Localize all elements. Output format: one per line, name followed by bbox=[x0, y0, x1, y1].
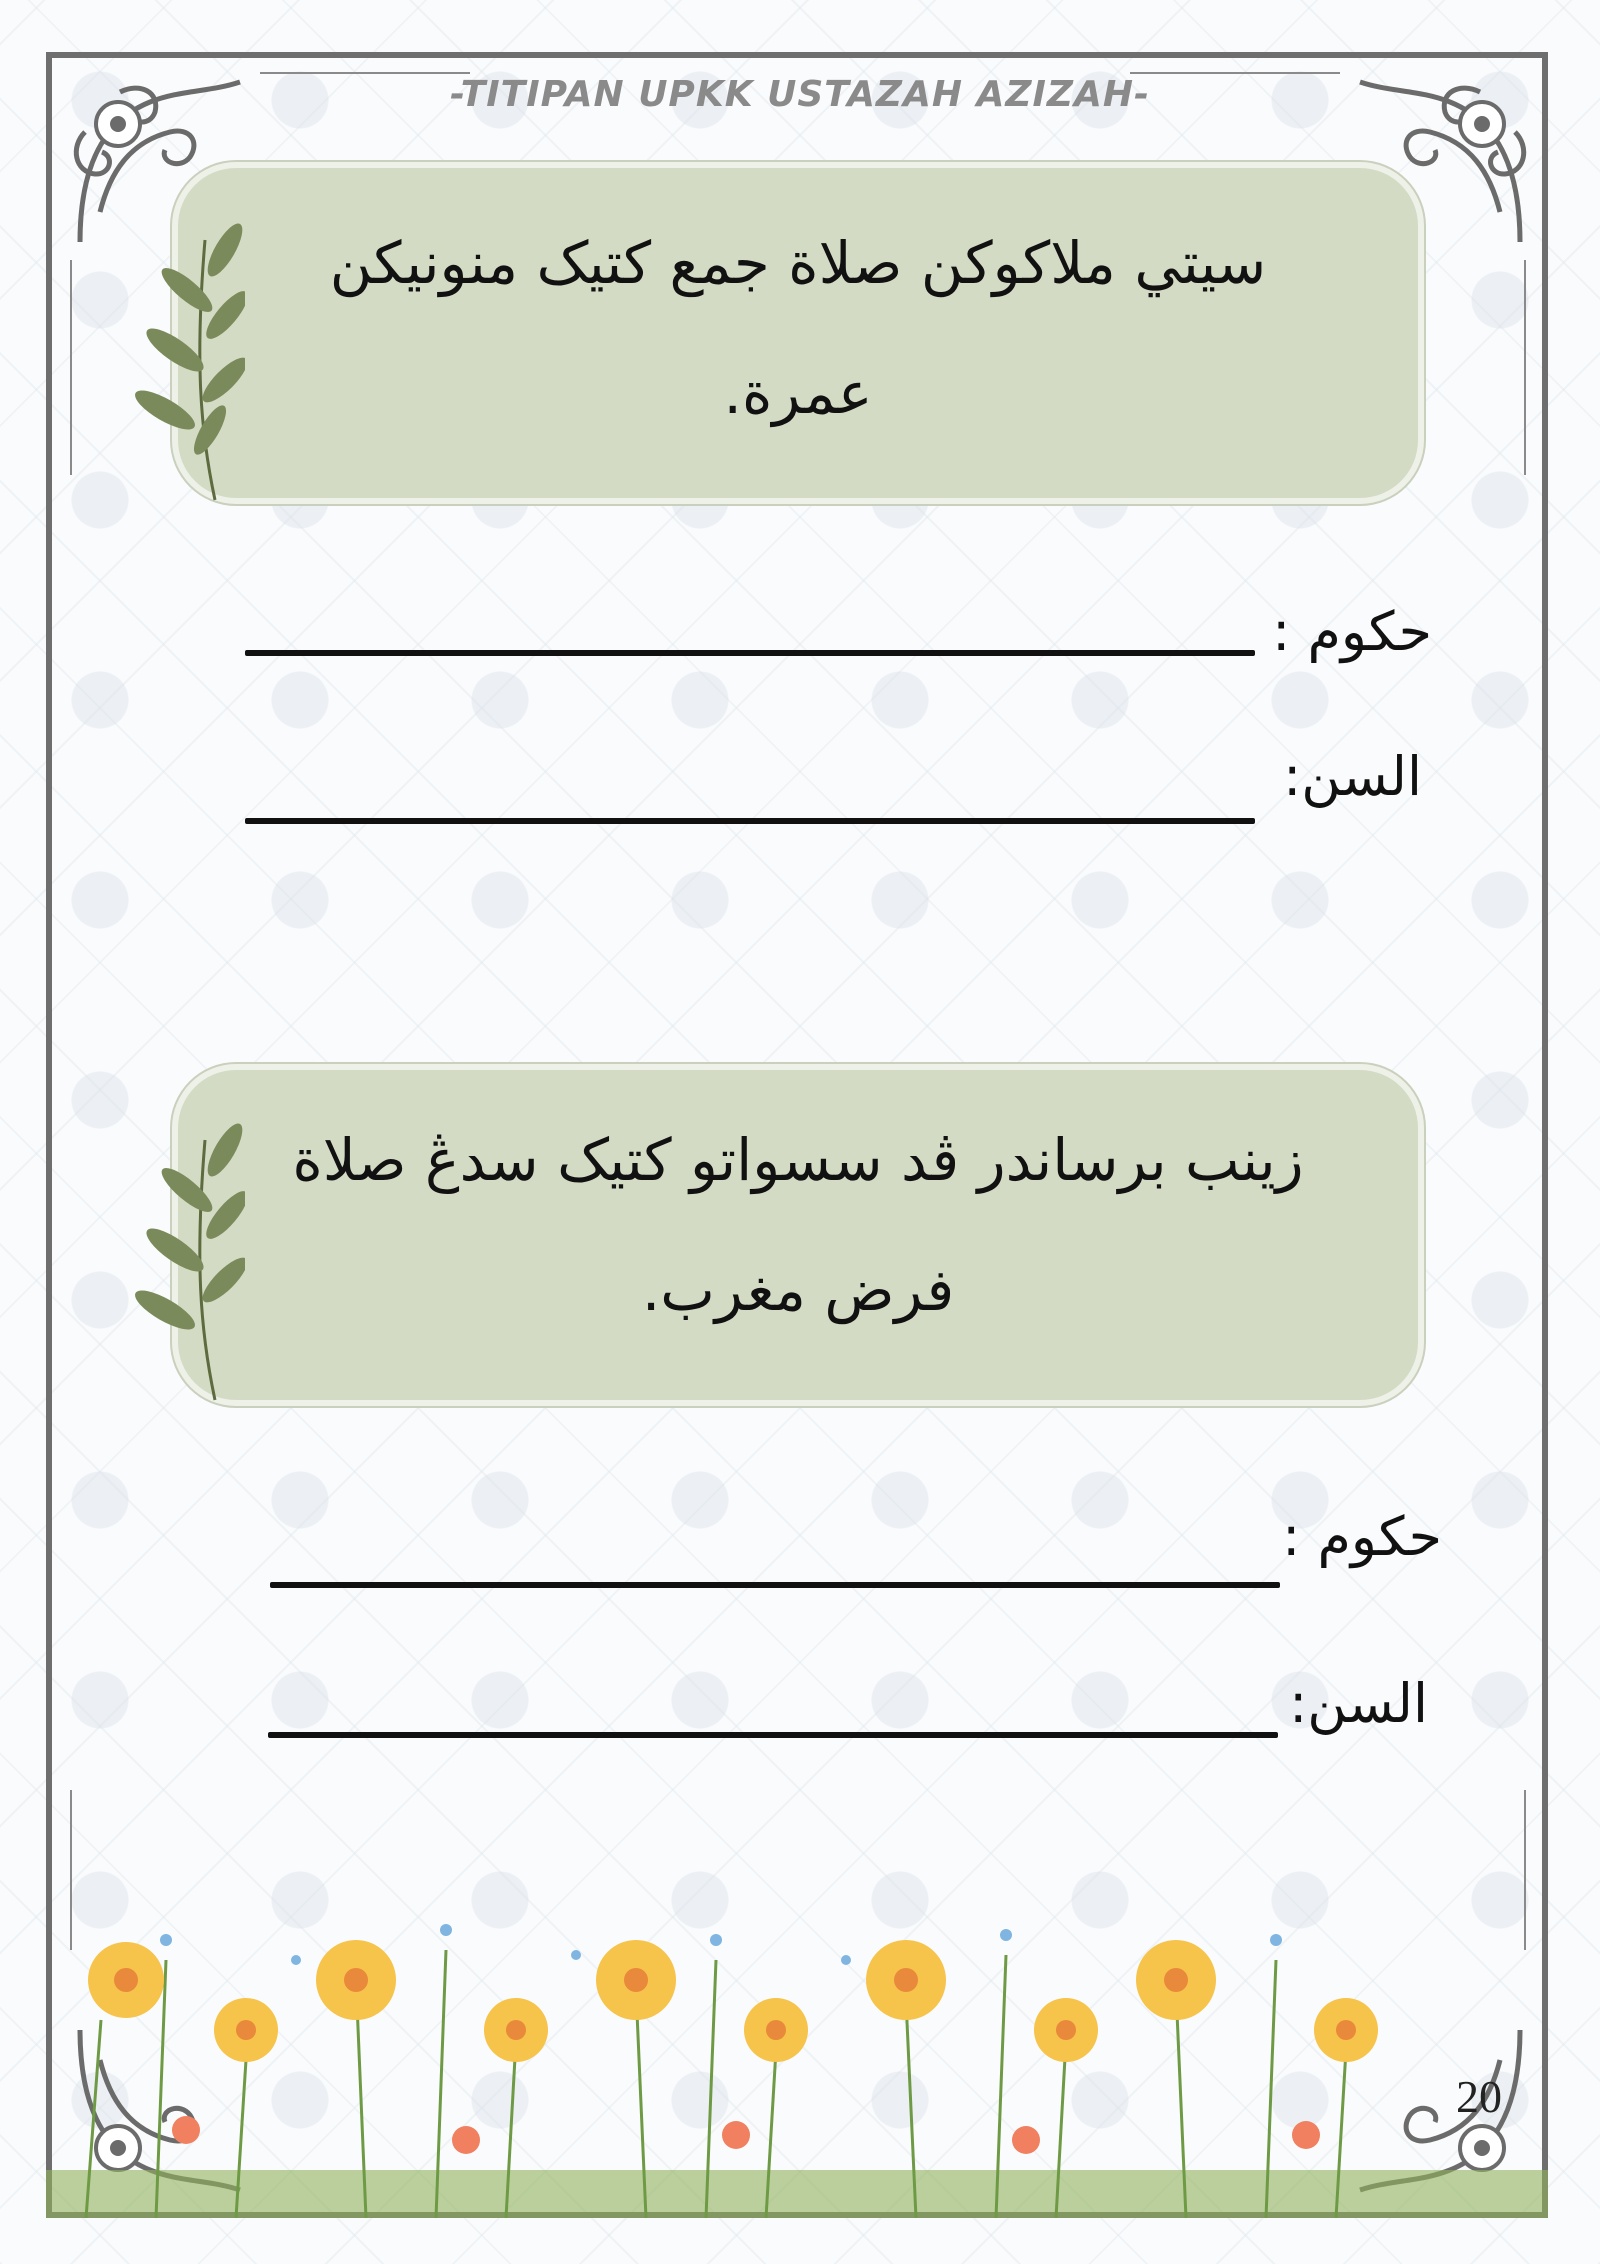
hukum-label-2: حکوم : bbox=[1282, 1505, 1442, 1568]
page-number: 20 bbox=[1456, 2071, 1502, 2122]
sunnah-label-2: السن: bbox=[1289, 1672, 1428, 1735]
question-card-2 bbox=[178, 1070, 1418, 1400]
question-1-line-2: عمرة. bbox=[723, 359, 873, 427]
hukum-answer-line-1[interactable] bbox=[245, 650, 1255, 656]
question-1-line-1: سيتي ملاكوكن صلاة جمع كتيک منونيکن bbox=[329, 229, 1267, 297]
header-title: -TITIPAN UPKK USTAZAH AZIZAH- bbox=[450, 74, 1150, 115]
hukum-answer-line-2[interactable] bbox=[270, 1582, 1280, 1588]
question-card-1 bbox=[178, 168, 1418, 498]
leaf-sprig-icon bbox=[105, 220, 245, 510]
flower-border-icon bbox=[46, 1900, 1548, 2218]
question-2-line-2: فرض مغرب. bbox=[641, 1256, 955, 1324]
sunnah-label-1: السن: bbox=[1283, 745, 1422, 808]
leaf-sprig-icon bbox=[105, 1120, 245, 1410]
sunnah-answer-line-1[interactable] bbox=[245, 818, 1255, 824]
frame-inner-line-left-top bbox=[70, 260, 72, 475]
question-2-line-1: زينب برساندر ڤد سسواتو کتيک سدڠ صلاة bbox=[292, 1126, 1304, 1194]
sunnah-answer-line-2[interactable] bbox=[268, 1732, 1278, 1738]
hukum-label-1: حکوم : bbox=[1272, 600, 1432, 663]
frame-inner-line-right-top bbox=[1524, 260, 1526, 475]
